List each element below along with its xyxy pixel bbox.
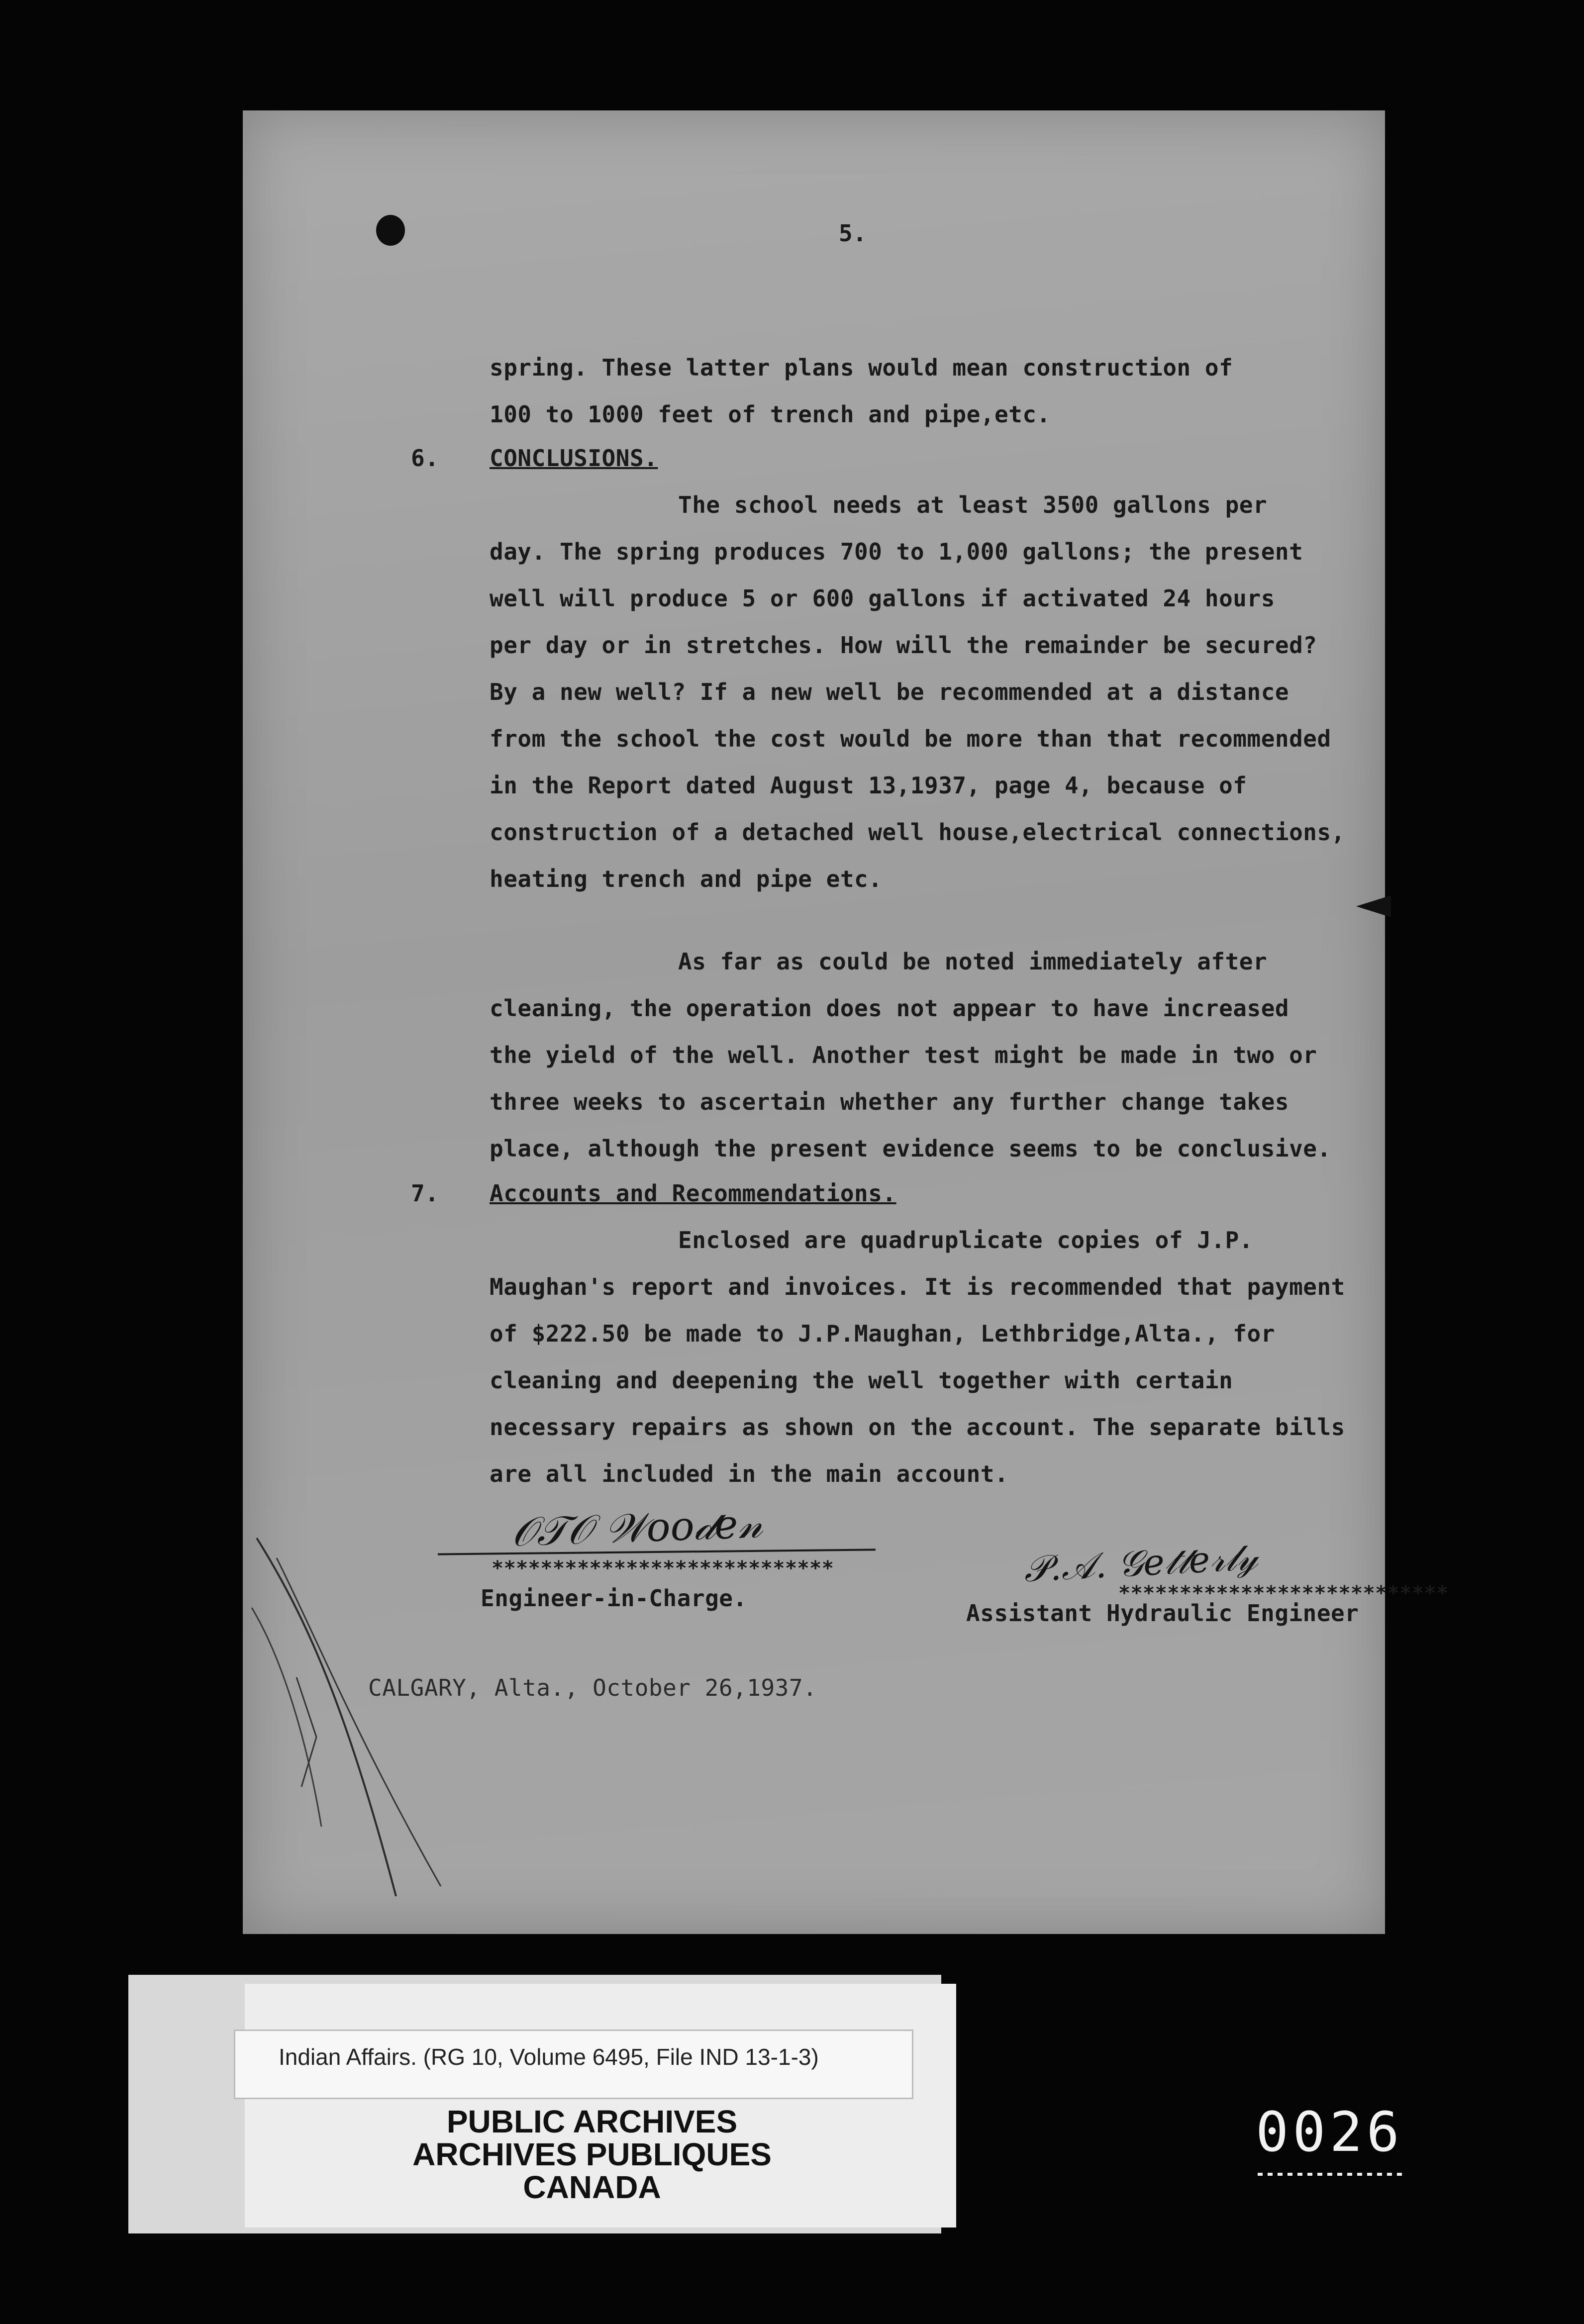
page-edge-notch: [1356, 895, 1391, 917]
signature-title-left: Engineer-in-Charge.: [481, 1585, 747, 1612]
section-heading: Accounts and Recommendations.: [490, 1180, 896, 1207]
signature-title-right: Assistant Hydraulic Engineer: [966, 1600, 1359, 1627]
archive-line-1: PUBLIC ARCHIVES: [446, 2104, 738, 2139]
text-line: three weeks to ascertain whether any further change takes: [490, 1088, 1289, 1115]
section-number: 6.: [411, 445, 439, 472]
text-line: cleaning, the operation does not appear to have increased: [490, 995, 1289, 1022]
handwritten-signature-right: 𝒫.𝒜. 𝒢𝑒𝓉𝓉𝑒𝓇𝓁𝓎: [1023, 1536, 1259, 1590]
text-line: day. The spring produces 700 to 1,000 gallons; the present: [490, 538, 1303, 565]
text-line: By a new well? If a new well be recommended at a distance: [490, 678, 1289, 705]
text-line: necessary repairs as shown on the account. The separate bills: [490, 1414, 1345, 1441]
text-line: spring. These latter plans would mean construction of: [490, 354, 1233, 381]
text-line: As far as could be noted immediately after: [678, 948, 1268, 975]
text-line: well will produce 5 or 600 gallons if activated 24 hours: [490, 585, 1275, 612]
scratch-marks: [247, 1528, 456, 1906]
text-line: 100 to 1000 feet of trench and pipe,etc.: [490, 401, 1051, 428]
text-line: from the school the cost would be more than that recommended: [490, 725, 1331, 752]
handwritten-signature-left: 𝒪𝒯𝒪 𝒲𝑜𝑜𝒹𝑒𝓃: [510, 1500, 764, 1555]
page-number: 5.: [839, 220, 867, 247]
text-line: construction of a detached well house,electrical connections,: [490, 819, 1345, 846]
signature-dots-right: ***************************: [1118, 1582, 1449, 1605]
text-line: heating trench and pipe etc.: [490, 866, 883, 892]
archive-reference: Indian Affairs. (RG 10, Volume 6495, File IND 13-1-3): [279, 2044, 819, 2070]
punch-hole: [376, 215, 405, 246]
signature-dots-left: ****************************: [492, 1557, 834, 1580]
archive-line-2: ARCHIVES PUBLIQUES: [412, 2136, 772, 2172]
frame-number: 0026: [1256, 2100, 1403, 2164]
section-number: 7.: [411, 1180, 439, 1207]
archive-stamp: [348, 2105, 836, 2204]
text-line: per day or in stretches. How will the remainder be secured?: [490, 632, 1317, 659]
text-line: the yield of the well. Another test might be made in two or: [490, 1042, 1317, 1068]
text-line: Enclosed are quadruplicate copies of J.P.: [678, 1227, 1253, 1254]
text-line: The school needs at least 3500 gallons per: [678, 491, 1268, 518]
document-page: [243, 110, 1449, 1934]
text-line: are all included in the main account.: [490, 1460, 1009, 1487]
section-heading: CONCLUSIONS.: [490, 445, 658, 472]
archive-line-3: CANADA: [523, 2169, 661, 2205]
place-date-line: CALGARY, Alta., October 26,1937.: [368, 1674, 817, 1701]
text-line: in the Report dated August 13,1937, page 4, because of: [490, 772, 1247, 799]
text-line: cleaning and deepening the well together with certain: [490, 1367, 1233, 1394]
frame-dots: [1258, 2173, 1407, 2176]
text-line: Maughan's report and invoices. It is recommended that payment: [490, 1273, 1345, 1300]
text-line: of $222.50 be made to J.P.Maughan, Lethbridge,Alta., for: [490, 1320, 1275, 1347]
text-line: place, although the present evidence seems to be conclusive.: [490, 1135, 1331, 1162]
